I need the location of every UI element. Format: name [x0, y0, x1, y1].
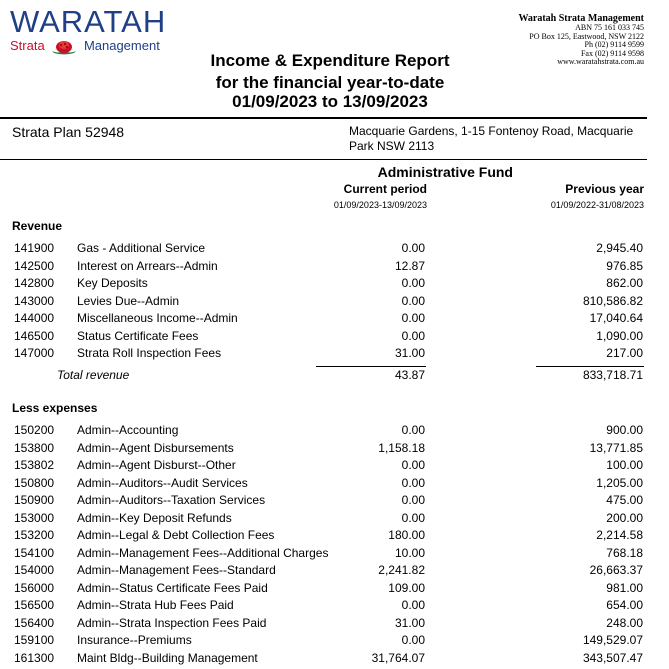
- logo-strata-text: Strata: [10, 38, 45, 53]
- plan-address: [349, 124, 649, 154]
- previous-amount: 200.00: [606, 510, 643, 525]
- total-revenue-row: [0, 368, 669, 386]
- previous-amount: 981.00: [606, 580, 643, 595]
- account-description: Status Certificate Fees: [77, 328, 199, 343]
- account-code: 156000: [14, 580, 55, 595]
- account-description: Admin--Management Fees--Standard: [77, 563, 276, 577]
- account-description: Levies Due--Admin: [77, 293, 180, 308]
- company-website: www.waratahstrata.com.au: [557, 57, 644, 66]
- table-row: [0, 423, 669, 441]
- table-row: [0, 528, 669, 546]
- account-code: 146500: [14, 328, 55, 343]
- account-description: Key Deposits: [77, 276, 148, 290]
- table-row: [0, 294, 669, 312]
- plan-address-line1: Macquarie Gardens, 1-15 Fontenoy Road, Macquarie: [349, 124, 634, 138]
- revenue-heading: Revenue: [12, 219, 63, 233]
- account-code: 150800: [14, 475, 55, 490]
- previous-amount: 217.00: [606, 346, 643, 360]
- account-code: 153802: [14, 458, 55, 472]
- account-description: Strata Roll Inspection Fees: [77, 346, 222, 360]
- company-name: Waratah Strata Management: [518, 13, 644, 24]
- logo-management-text: Management: [83, 38, 160, 53]
- current-amount: 0.00: [401, 311, 425, 325]
- account-code: 153200: [14, 528, 55, 542]
- account-code: 153000: [14, 510, 55, 525]
- previous-amount: 343,507.47: [582, 650, 643, 665]
- table-row: [0, 458, 669, 476]
- fund-heading: Administrative Fund: [377, 164, 513, 180]
- account-description: Admin--Key Deposit Refunds: [77, 510, 232, 525]
- table-row: [0, 598, 669, 616]
- previous-amount: 26,663.37: [589, 563, 643, 577]
- previous-year-header: Previous year: [565, 182, 644, 196]
- table-row: [0, 563, 669, 581]
- plan-address-line2: Park NSW 2113: [349, 139, 435, 153]
- account-description: Admin--Management Fees--Additional Charges: [77, 545, 329, 560]
- account-description: Gas - Additional Service: [77, 241, 206, 255]
- account-code: 150200: [14, 423, 55, 437]
- previous-amount: 654.00: [606, 598, 643, 612]
- account-description: Admin--Auditors--Taxation Services: [77, 493, 266, 507]
- current-period-header: Current period: [343, 182, 427, 196]
- logo-wordmark: WARATAH: [10, 4, 167, 39]
- current-amount: 0.00: [401, 423, 425, 437]
- current-amount: 31.00: [394, 615, 425, 630]
- account-code: 142500: [14, 258, 55, 273]
- table-row: [0, 581, 669, 599]
- table-row: [0, 633, 669, 651]
- account-description: Admin--Strata Hub Fees Paid: [77, 598, 234, 612]
- previous-amount: 248.00: [606, 615, 643, 630]
- previous-amount: 1,205.00: [596, 475, 643, 490]
- company-details: [518, 13, 644, 67]
- current-amount: 0.00: [401, 493, 425, 507]
- previous-amount: 475.00: [606, 493, 643, 507]
- total-revenue-label: Total revenue: [57, 368, 130, 382]
- table-row: [0, 441, 669, 459]
- current-amount: 1,158.18: [378, 440, 425, 455]
- table-row: [0, 616, 669, 634]
- current-total-underline: [316, 366, 426, 367]
- previous-amount: 1,090.00: [596, 328, 643, 343]
- table-row: [0, 493, 669, 511]
- table-row: [0, 241, 669, 259]
- current-amount: 0.00: [401, 241, 425, 255]
- table-row: [0, 259, 669, 277]
- current-amount: 0.00: [401, 328, 425, 343]
- current-amount: 0.00: [401, 475, 425, 490]
- table-row: [0, 329, 669, 347]
- table-row: [0, 276, 669, 294]
- current-amount: 2,241.82: [378, 563, 425, 577]
- table-row: [0, 311, 669, 329]
- account-code: 141900: [14, 241, 55, 255]
- logo-subtitle: [10, 38, 160, 55]
- account-description: Admin--Strata Inspection Fees Paid: [77, 615, 267, 630]
- account-code: 144000: [14, 311, 55, 325]
- account-code: 147000: [14, 346, 55, 360]
- current-amount: 12.87: [394, 258, 425, 273]
- current-period-range: 01/09/2023-13/09/2023: [333, 200, 427, 210]
- previous-amount: 768.18: [606, 545, 643, 560]
- account-code: 153800: [14, 440, 55, 455]
- account-description: Admin--Agent Disburst--Other: [77, 458, 236, 472]
- total-revenue-previous: 833,718.71: [582, 368, 643, 382]
- current-amount: 0.00: [401, 276, 425, 290]
- total-revenue-current: 43.87: [394, 368, 425, 382]
- current-amount: 31,764.07: [371, 650, 425, 665]
- current-amount: 0.00: [401, 458, 425, 472]
- account-code: 154000: [14, 563, 55, 577]
- account-description: Maint Bldg--Building Management: [77, 650, 258, 665]
- current-amount: 109.00: [388, 580, 425, 595]
- current-amount: 0.00: [401, 510, 425, 525]
- current-amount: 180.00: [388, 528, 425, 542]
- account-code: 156500: [14, 598, 55, 612]
- waratah-flower-icon: [50, 39, 78, 55]
- account-description: Admin--Auditors--Audit Services: [77, 475, 248, 490]
- current-amount: 31.00: [394, 346, 425, 360]
- table-row: [0, 476, 669, 494]
- previous-amount: 17,040.64: [589, 311, 643, 325]
- account-description: Insurance--Premiums: [77, 633, 192, 647]
- current-amount: 0.00: [401, 293, 425, 308]
- previous-amount: 810,586.82: [582, 293, 643, 308]
- account-code: 159100: [14, 633, 55, 647]
- account-description: Admin--Accounting: [77, 423, 179, 437]
- previous-total-underline: [536, 366, 644, 367]
- header-rule: [0, 117, 647, 119]
- previous-amount: 2,214.58: [596, 528, 643, 542]
- previous-amount: 900.00: [606, 423, 643, 437]
- current-amount: 0.00: [401, 633, 425, 647]
- strata-plan-name: Strata Plan 52948: [12, 124, 125, 140]
- current-amount: 0.00: [401, 598, 425, 612]
- table-row: [0, 511, 669, 529]
- table-row: [0, 346, 669, 364]
- report-subtitle: for the financial year-to-date: [215, 73, 445, 92]
- report-title: Income & Expenditure Report: [210, 51, 450, 70]
- plan-rule: [0, 159, 647, 160]
- expenses-heading: Less expenses: [12, 401, 98, 415]
- company-phone: Ph (02) 9114 9599: [584, 40, 644, 49]
- company-po-box: PO Box 125, Eastwood, NSW 2122: [529, 31, 644, 41]
- account-description: Admin--Agent Disbursements: [77, 440, 234, 455]
- current-amount: 10.00: [394, 545, 425, 560]
- previous-amount: 13,771.85: [589, 440, 643, 455]
- account-description: Admin--Legal & Debt Collection Fees: [77, 528, 275, 542]
- previous-amount: 862.00: [606, 276, 643, 290]
- company-fax: Fax (02) 9114 9598: [580, 48, 644, 58]
- previous-amount: 976.85: [606, 258, 643, 273]
- previous-amount: 149,529.07: [582, 633, 643, 647]
- account-code: 156400: [14, 615, 55, 630]
- previous-year-range: 01/09/2022-31/08/2023: [550, 200, 644, 210]
- report-date-range: 01/09/2023 to 13/09/2023: [232, 92, 428, 111]
- previous-amount: 2,945.40: [596, 241, 643, 255]
- account-code: 142800: [14, 276, 55, 290]
- account-code: 154100: [14, 545, 55, 560]
- account-code: 161300: [14, 650, 55, 665]
- account-code: 150900: [14, 493, 55, 507]
- account-description: Interest on Arrears--Admin: [77, 258, 218, 273]
- previous-amount: 100.00: [606, 458, 643, 472]
- table-row: [0, 546, 669, 564]
- account-description: Miscellaneous Income--Admin: [77, 311, 238, 325]
- company-abn: ABN 75 161 033 745: [575, 23, 644, 32]
- account-code: 143000: [14, 293, 55, 308]
- account-description: Admin--Status Certificate Fees Paid: [77, 580, 268, 595]
